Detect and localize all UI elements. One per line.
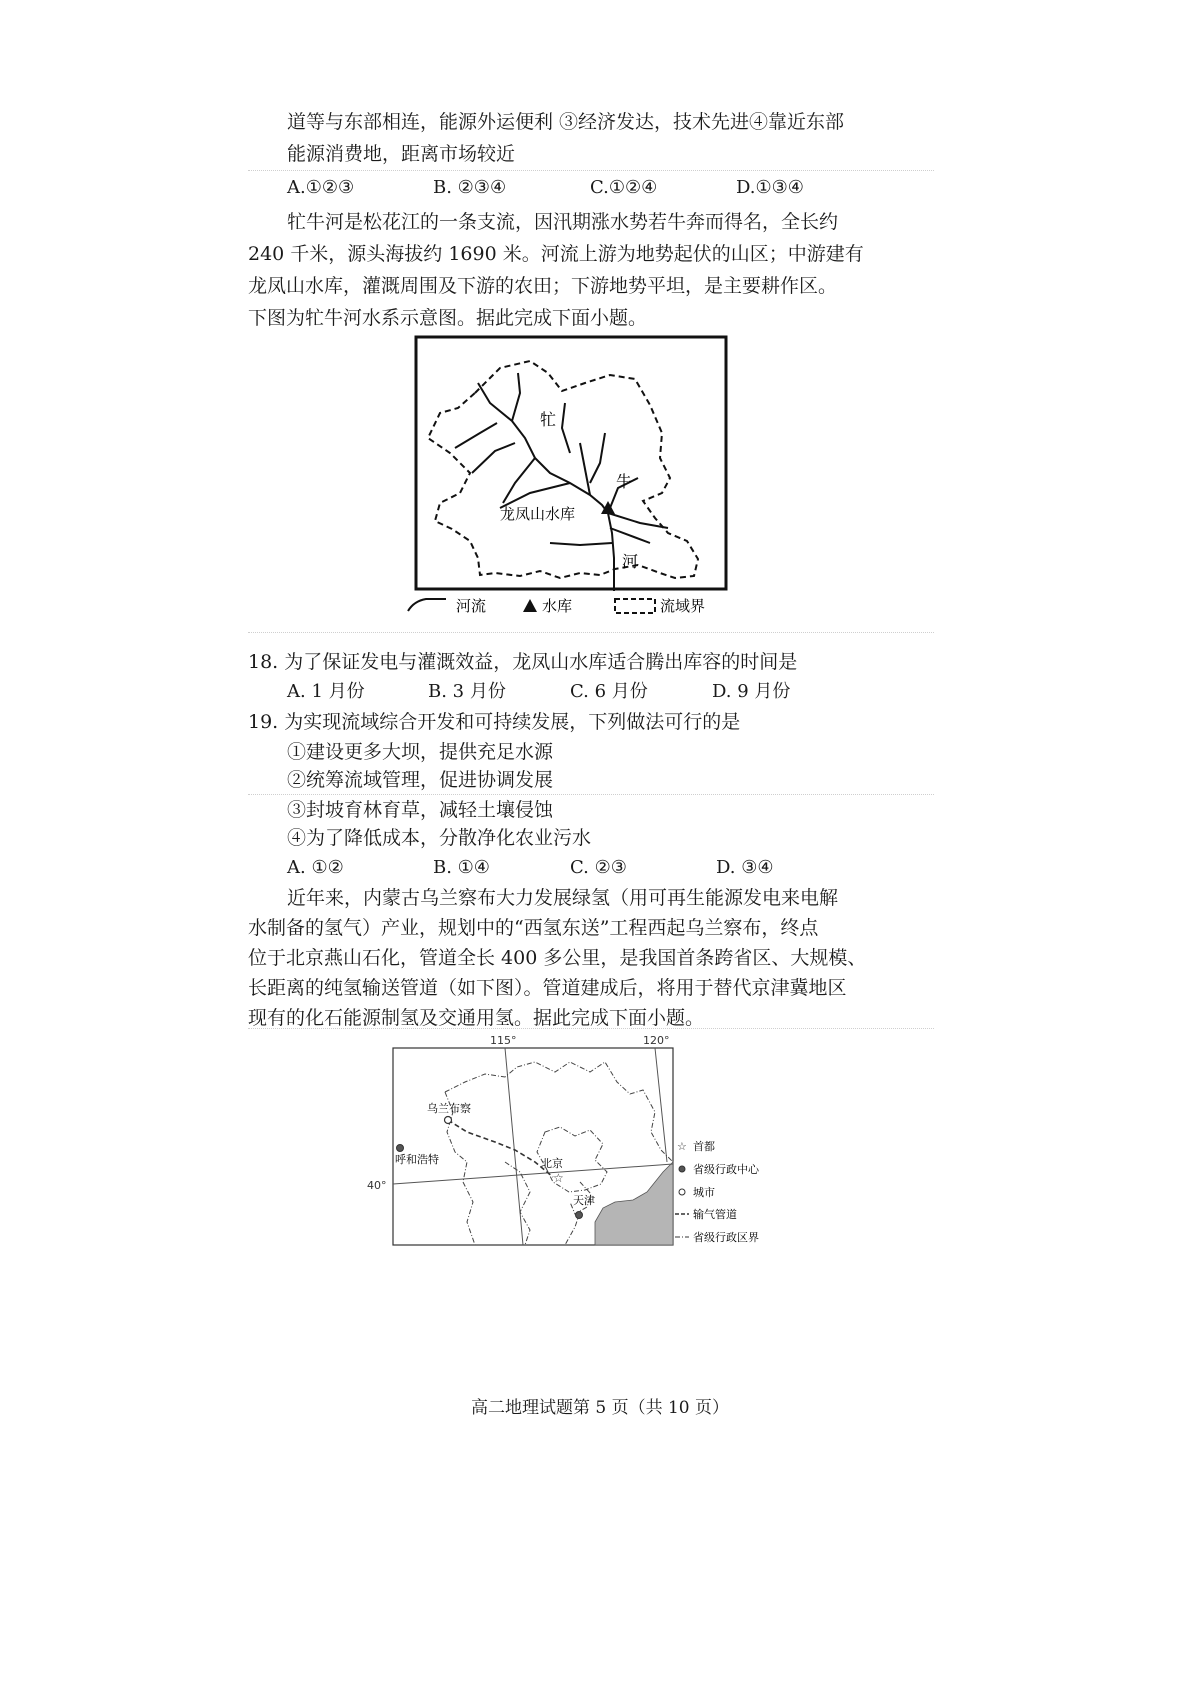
tributary	[503, 458, 535, 503]
tributary	[580, 443, 590, 495]
q18-option-c: C. 6 月份	[570, 681, 648, 702]
page-footer: 高二地理试题第 5 页（共 10 页）	[470, 1398, 730, 1418]
hohhot-marker	[397, 1145, 404, 1152]
legend-capital: 首都	[693, 1140, 715, 1153]
tianjin-label: 天津	[573, 1194, 595, 1207]
passage1-line-3: 龙凤山水库，灌溉周围及下游的农田；下游地势平坦，是主要耕作区。	[248, 275, 838, 297]
legend-river-label: 河流	[456, 597, 487, 615]
divider	[248, 170, 934, 171]
q18-option-a: A. 1 月份	[287, 681, 365, 702]
tributary	[608, 513, 668, 528]
tianjin-marker	[576, 1212, 583, 1219]
river-label-niu: 牛	[616, 472, 633, 491]
legend-boundary: 省级行政区界	[693, 1231, 759, 1244]
tributary	[478, 383, 512, 421]
q17-continuation-line-2: 能源消费地，距离市场较近	[287, 143, 516, 165]
tributary	[512, 373, 520, 421]
lat-label-40: 40°	[367, 1179, 387, 1192]
legend-provincial-capital: 省级行政中心	[693, 1163, 759, 1176]
q19-item-4: ④为了降低成本，分散净化农业污水	[287, 827, 592, 849]
divider	[248, 794, 934, 795]
q17-option-d: D.①③④	[736, 177, 804, 198]
tributary	[472, 443, 515, 473]
legend-reservoir-symbol	[523, 599, 537, 612]
q17-continuation-line-1: 道等与东部相连，能源外运便利 ③经济发达，技术先进④靠近东部	[287, 111, 845, 133]
legend-city: 城市	[693, 1186, 715, 1199]
hydrogen-pipeline-map	[355, 1032, 785, 1252]
parallel-40	[393, 1164, 673, 1184]
provincial-boundary	[445, 1062, 673, 1162]
tributary	[455, 423, 497, 448]
mangniu-river-map	[400, 333, 740, 623]
legend-river-symbol	[408, 599, 446, 611]
city-legend-icon	[679, 1189, 685, 1195]
reservoir-label: 龙凤山水库	[500, 505, 576, 523]
tributary	[590, 433, 605, 483]
passage2-line-4: 长距离的纯氢输送管道（如下图）。管道建成后，将用于替代京津冀地区	[248, 977, 847, 999]
tributary	[562, 403, 570, 453]
q17-option-a: A.①②③	[287, 177, 355, 198]
q19-item-3: ③封坡育林育草，减轻土壤侵蚀	[287, 799, 554, 821]
q19-stem: 19. 为实现流域综合开发和可持续发展，下列做法可行的是	[248, 711, 741, 733]
river-label-mang: 牤	[540, 410, 557, 429]
q18-stem: 18. 为了保证发电与灌溉效益，龙凤山水库适合腾出库容的时间是	[248, 651, 798, 673]
q19-option-d: D. ③④	[716, 857, 774, 878]
legend-reservoir-label: 水库	[542, 597, 573, 615]
legend-boundary-symbol	[615, 599, 655, 613]
ulanqab-label: 乌兰布察	[427, 1102, 471, 1115]
hydrogen-pipeline	[448, 1120, 553, 1177]
basin-boundary	[428, 361, 698, 578]
divider	[248, 632, 934, 633]
passage1-line-2: 240 千米，源头海拔约 1690 米。河流上游为地势起伏的山区；中游建有	[248, 243, 864, 265]
passage1-line-1: 牤牛河是松花江的一条支流，因汛期涨水势若牛奔而得名，全长约	[287, 211, 839, 233]
hohhot-label: 呼和浩特	[395, 1153, 439, 1166]
river-label-he: 河	[622, 552, 639, 571]
q19-option-b: B. ①④	[433, 857, 490, 878]
tributary	[610, 528, 650, 543]
capital-star-icon: ☆	[553, 1171, 564, 1185]
capital-legend-icon: ☆	[677, 1140, 687, 1153]
passage2-line-5: 现有的化石能源制氢及交通用氢。据此完成下面小题。	[248, 1007, 705, 1029]
tributary	[550, 543, 612, 545]
provincial-capital-legend-icon	[679, 1166, 685, 1172]
legend-boundary-label: 流域界	[660, 597, 706, 615]
passage2-line-3: 位于北京燕山石化，管道全长 400 多公里，是我国首条跨省区、大规模、	[248, 947, 867, 969]
q17-option-b: B. ②③④	[433, 177, 507, 198]
lon-label-120: 120°	[643, 1034, 670, 1047]
q18-option-b: B. 3 月份	[428, 681, 506, 702]
sea-area	[595, 1162, 673, 1245]
lon-label-115: 115°	[490, 1034, 517, 1047]
passage1-line-4: 下图为牤牛河水系示意图。据此完成下面小题。	[248, 307, 648, 329]
passage2-line-1: 近年来，内蒙古乌兰察布大力发展绿氢（用可再生能源发电来电解	[287, 887, 839, 909]
q19-item-1: ①建设更多大坝，提供充足水源	[287, 741, 554, 763]
passage2-line-2: 水制备的氢气）产业，规划中的“西氢东送”工程西起乌兰察布，终点	[248, 917, 819, 939]
beijing-label: 北京	[541, 1157, 563, 1170]
q19-option-a: A. ①②	[287, 857, 344, 878]
q17-option-c: C.①②④	[590, 177, 658, 198]
legend-pipeline: 输气管道	[693, 1208, 737, 1221]
q19-option-c: C. ②③	[570, 857, 627, 878]
q18-option-d: D. 9 月份	[712, 681, 791, 702]
ulanqab-city-marker	[445, 1117, 452, 1124]
meridian-120	[655, 1048, 667, 1162]
q19-item-2: ②统筹流域管理，促进协调发展	[287, 769, 554, 791]
map-frame	[416, 337, 726, 589]
divider	[248, 1028, 934, 1029]
